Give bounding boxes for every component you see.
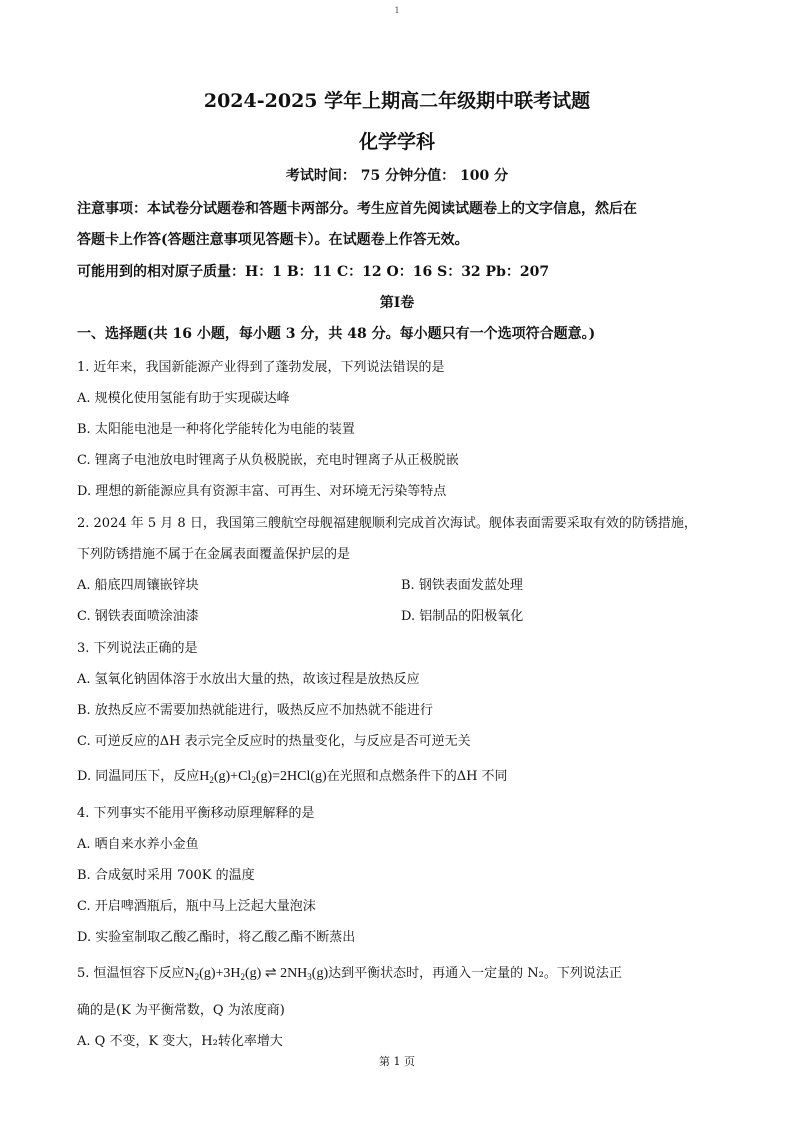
q4-option-d: D. 实验室制取乙酸乙酯时，将乙酸乙酯不断蒸出 (77, 930, 356, 945)
q4-option-c: C. 开启啤酒瓶后，瓶中马上泛起大量泡沫 (77, 899, 316, 914)
q2-option-d: D. 铝制品的阳极氧化 (401, 609, 524, 624)
q1-stem: 1. 近年来，我国新能源产业得到了蓬勃发展，下列说法错误的是 (77, 360, 445, 375)
q5-stem-line-2: 确的是(K 为平衡常数，Q 为浓度商) (77, 1003, 285, 1018)
q3-option-d-suffix: 在光照和点燃条件下的ΔH 不同 (326, 769, 508, 784)
q3-option-b: B. 放热反应不需要加热就能进行，吸热反应不加热就不能进行 (77, 703, 433, 718)
q3-reaction-equation: $H_2(g)+Cl_2(g)=2HCl(g)$ (199, 769, 327, 785)
page-top-mark: 1 (394, 6, 400, 15)
q1-option-a: A. 规模化使用氢能有助于实现碳达峰 (77, 391, 290, 406)
exam-info: 考试时间： 75 分钟分值： 100 分 (285, 168, 509, 184)
q4-option-a: A. 晒自来水养小金鱼 (77, 837, 199, 852)
exam-title: 2024-2025 学年上期高二年级期中联考试题 (203, 90, 591, 112)
q2-stem-line-2: 下列防锈措施不属于在金属表面覆盖保护层的是 (77, 547, 351, 562)
notice-line-2: 答题卡上作答(答题注意事项见答题卡）。在试题卷上作答无效。 (77, 232, 469, 248)
q5-stem-prefix: 5. 恒温恒容下反应 (77, 966, 185, 981)
q4-stem: 4. 下列事实不能用平衡移动原理解释的是 (77, 806, 315, 821)
section-heading: 一、选择题(共 16 小题，每小题 3 分，共 48 分。每小题只有一个选项符合题意。) (77, 326, 596, 342)
q2-option-c: C. 钢铁表面喷涂油漆 (77, 609, 199, 624)
q3-option-a: A. 氢氧化钠固体溶于水放出大量的热，故该过程是放热反应 (77, 672, 420, 687)
q2-stem-line-1: 2. 2024 年 5 月 8 日，我国第三艘航空母舰福建舰顺利完成首次海试。舰体表面需要采取有效的防锈措施， (77, 516, 697, 531)
q5-option-a: A. Q 不变，K 变大，H₂转化率增大 (77, 1034, 283, 1049)
atomic-masses: 可能用到的相对原子质量：H：1 B：11 C：12 O：16 S：32 Pb：207 (77, 264, 550, 280)
volume-heading: 第Ⅰ卷 (379, 295, 415, 311)
q2-option-b: B. 钢铁表面发蓝处理 (401, 578, 523, 593)
q1-option-d: D. 理想的新能源应具有资源丰富、可再生、对环境无污染等特点 (77, 484, 447, 499)
q2-option-a: A. 船底四周镶嵌锌块 (77, 578, 199, 593)
notice-line-1: 注意事项：本试卷分试题卷和答题卡两部分。考生应首先阅读试题卷上的文字信息，然后在 (77, 201, 637, 217)
q1-option-b: B. 太阳能电池是一种将化学能转化为电能的装置 (77, 422, 355, 437)
q5-reaction-equation: $N_2(g)+3H_2(g)$ ⇌ $2NH_3(g)$ (184, 966, 329, 982)
q5-stem-suffix: 达到平衡状态时，再通入一定量的 N₂。下列说法正 (328, 966, 622, 981)
page-number: 第 1 页 (379, 1055, 415, 1068)
exam-subject: 化学学科 (358, 131, 435, 153)
q3-option-d (77, 765, 508, 785)
q3-option-d-prefix: D. 同温同压下，反应 (77, 769, 200, 784)
q1-option-c: C. 锂离子电池放电时锂离子从负极脱嵌，充电时锂离子从正极脱嵌 (77, 453, 459, 468)
q4-option-b: B. 合成氨时采用 700K 的温度 (77, 868, 255, 883)
q5-stem-line-1 (77, 962, 622, 982)
q3-stem: 3. 下列说法正确的是 (77, 641, 198, 656)
q3-option-c: C. 可逆反应的ΔH 表示完全反应时的热量变化，与反应是否可逆无关 (77, 734, 471, 749)
